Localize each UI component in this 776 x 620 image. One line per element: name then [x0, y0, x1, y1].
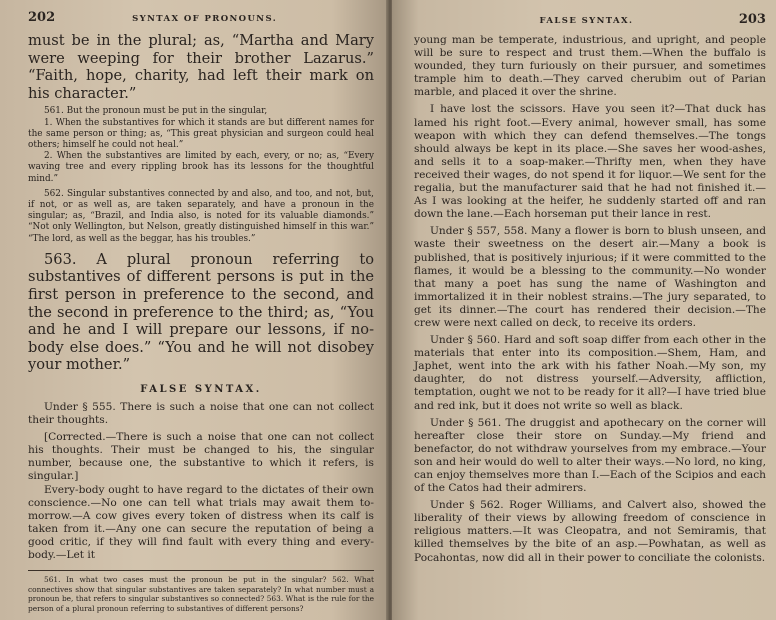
- rule-561-item-1: 1. When the substantives for which it stands are but different names for the same person or thing; as, “This great physician and surgeon could heal others; himself he could not heal.”: [28, 117, 374, 150]
- exercise-paragraph: Under § 561. The druggist and apothecary on the corner will hereafter close their store on Sunday.—My friend and benefactor, do not withdraw yourselves from my embrace.—Your son and heir would do well to alter their ways.—No lord, no king, can enjoy themselves more than I.—Each of the Scipios and each of the Catos had their admirers.: [414, 416, 766, 495]
- page-number: 202: [28, 10, 56, 25]
- footnote: 561. In what two cases must the pronoun be put in the singular? 562. What connectives show that singular substantives are taken separately? In what number must a pronoun be, that refers to singular substantives so connected? 563. What is the rule for the person of a plural pronoun referring to substantives of different persons?: [28, 575, 374, 613]
- right-page-header: [414, 12, 766, 34]
- exercise-text: Every-body ought to have regard to the dictates of their own conscience.—No one can tell what trials may await them to-morrow.—A cow gives every token of distress when its calf is taken from it.—Any one can secure the reputation of being a good critic, if they will find fault with every thing and every-body.—Let it: [28, 483, 374, 561]
- rule-563: 563. A plural pronoun referring to substantives of different persons is put in the first person in preference to the second, and the second in preference to the third; as, “You and he and I will prepare our lessons, if no-body else does.” “You and he will not disobey your mother.”: [28, 250, 374, 374]
- right-page: [392, 0, 776, 620]
- rule-561-lead: 561. But the pronoun must be put in the singular,: [44, 106, 268, 117]
- exercise-paragraph: Under § 557, 558. Many a flower is born to blush unseen, and waste their sweetness on the desert air.—Many a book is published, that is positively injurious; if it were committed to the flames, it would be a blessing to the community.—No wonder that many a poet has sung the name of Washington and immortalized it in their noblest strains.—The jury separated, to get its dinner.—The court has rendered their decision.—The crew were next called on deck, to receive its orders.: [414, 225, 766, 329]
- exercise-paragraph: Under § 562. Roger Williams, and Calvert also, showed the liberality of their views by allowing freedom of conscience in religious matters.—It was Cleopatra, and not Semiramis, that killed themselves by the bite of an asp.—Powhatan, as well as Pocahontas, now did all in their power to conciliate the colonists.: [414, 499, 766, 564]
- section-title: FALSE SYNTAX.: [140, 383, 262, 395]
- left-page-header: [28, 10, 374, 32]
- running-head: FALSE SYNTAX.: [539, 16, 634, 26]
- rule-562: 562. Singular substantives connected by and also, and too, and not, but, if not, or as well as, are taken separately, and have a pronoun in the singular; as, “Brazil, and India also, is noted for its valuable diamonds.” “Not only Wellington, but Nelson, greatly distinguished himself in this war.” “The lord, as well as the beggar, has his troubles.”: [28, 188, 374, 244]
- continuation-text: must be in the plural; as, “Martha and Mary were weeping for their brother Lazarus.” “Faith, hope, charity, had left their mark on his character.”: [28, 32, 374, 102]
- rule-561-item-2: 2. When the substantives are limited by each, every, or no; as, “Every waving tree and every rippling brook has its lessons for the thoughtful mind.”: [28, 151, 374, 184]
- exercise-paragraph: I have lost the scissors. Have you seen it?—That duck has lamed his right foot.—Every animal, however small, has some weapon with which they can defend themselves.—The tongs should always be kept in its place.—She saves her wood-ashes, and sells it to a soap-maker.—Thrifty men, when they have received their wages, do not spend it for liquor.—We sent for the regalia, but the manufacturer said that he had not finished it.—As I was looking at the heifer, he suddenly started off and ran down the lane.—Each horseman put their lance in rest.: [414, 103, 766, 221]
- corrected-note: [Corrected.—There is such a noise that one can not collect his thoughts. Their must be changed to his, the singular number, because one, the substantive to which it refers, is singular.]: [28, 431, 374, 483]
- exercise-paragraph: young man be temperate, industrious, and upright, and people will be sure to respect and trust them.—When the buffalo is wounded, they turn furiously on their pursuer, and sometimes trample him to death.—They carved cherubim out of Parian marble, and placed it over the shrine.: [414, 34, 766, 99]
- exercise-paragraph: Under § 560. Hard and soft soap differ from each other in the materials that enter into its composition.—Shem, Ham, and Japhet, went into the ark with his father Noah.—My son, my daughter, do not distress yourself.—Adversity, affliction, temptation, ought we not to be ready for it all?—I have tried blue and red ink, but it does not write so well as black.: [414, 334, 766, 412]
- running-head: SYNTAX OF PRONOUNS.: [132, 14, 278, 24]
- footnote-divider: [28, 570, 374, 571]
- page-number: 203: [738, 12, 766, 27]
- under-555: Under § 555. There is such a noise that one can not collect their thoughts.: [28, 400, 374, 427]
